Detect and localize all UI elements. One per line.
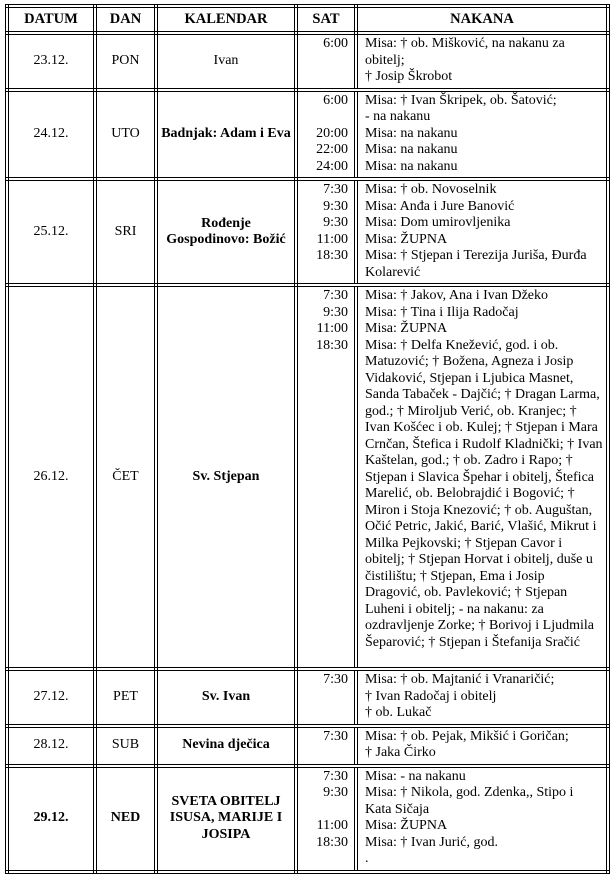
mass-time [298, 851, 354, 868]
mass-intention [354, 215, 606, 232]
kalendar-cell: Sv. Stjepan [156, 285, 296, 669]
intention-line: Misa: † ob. Mišković, na nakanu za obitelj; [365, 36, 565, 68]
kalendar-cell: Sv. Ivan [156, 669, 296, 726]
mass-intention [354, 729, 606, 762]
intention-line: Misa: † Tina i Ilija Radočaj [365, 304, 519, 320]
mass-time: 7:30 [323, 288, 348, 303]
sat-nakana-cell [296, 726, 608, 766]
mass-time: 9:30 [323, 198, 348, 214]
mass-time: 6:00 [323, 92, 348, 108]
mass-intention [354, 232, 606, 249]
mass-intention [354, 321, 606, 338]
entries-grid [298, 768, 606, 870]
mass-intention [354, 142, 606, 159]
entries-grid [298, 728, 606, 764]
dan-cell: PET [95, 669, 156, 726]
intention-line: Misa: na nakanu [365, 142, 458, 157]
intention-line: Misa: na nakanu [365, 125, 458, 141]
mass-time: 20:00 [316, 125, 348, 141]
intention-line: Misa: † Stjepan i Terezija Juriša, Đurđa Kolarević [365, 248, 587, 280]
mass-time: 9:30 [323, 785, 348, 800]
table-row [7, 90, 608, 180]
mass-time: 24:00 [316, 158, 348, 174]
mass-schedule-table [5, 4, 610, 874]
mass-time: 7:30 [323, 768, 348, 784]
dan-cell: SUB [95, 726, 156, 766]
intention-line: Misa: † Ivan Jurić, god. [365, 834, 498, 850]
mass-intention [354, 769, 606, 786]
intention-line: . [365, 851, 369, 866]
sat-nakana-divider [354, 728, 358, 764]
sat-nakana-cell [296, 669, 608, 726]
entries-grid [298, 287, 606, 653]
sat-nakana-cell [296, 766, 608, 872]
column-header-datum: DATUM [7, 6, 95, 33]
intention-line: Misa: Dom umirovljenika [365, 215, 511, 230]
datum-cell: 24.12. [7, 90, 95, 180]
intention-line: † ob. Lukač [365, 705, 432, 720]
mass-intention [354, 199, 606, 216]
mass-intention [354, 818, 606, 835]
intention-line: Misa: Anđa i Jure Banović [365, 198, 515, 214]
mass-time: 7:30 [323, 672, 348, 687]
intention-line: Misa: † Delfa Knežević, god. i ob. Matuzović; † Božena, Agneza i Josip Vidaković, Stjepan i Ljubica Masnet, Sanda Tabaček - Dajčić; † Dragan Larma, god.; † Miroljub Verić, ob. Kranjec; † Ivan Košćec i ob. Kulej; † Stjepan i Mara Crnčan, Štefica i Rudolf Kladnički; † Ivan Kaštelan, god.; † ob. Zadro i Rapo; † Stjepan i Slavica Špehar i obitelj, Štefica Marelić, ob. Belobrajdić i Bogović; † Miron i Stoja Knezović; † ob. Auguštan, Očić Petric, Jakić, Barić, Vlašić, Mikrut i Milka Pejkovski; † Stjepan Cavor i obitelj; † Stjepan Horvat i obitelj, duše u čistilištu; † Stjepan, Ema i Josip Dragović, ob. Pavleković; † Stjepan Luheni i obitelj; - na nakanu: za ozdravljenje Zorke; † Borivoj i Ljudmila Šeparović; † Stjepan i Štefanija Sračić [365, 337, 603, 650]
sat-nakana-divider [354, 181, 358, 283]
mass-intention [354, 248, 606, 281]
mass-intention [354, 288, 606, 305]
column-header-nakana: NAKANA [356, 6, 608, 33]
mass-intention [354, 305, 606, 322]
mass-intention [354, 785, 606, 818]
dan-cell: SRI [95, 179, 156, 285]
kalendar-cell: Badnjak: Adam i Eva [156, 90, 296, 180]
table-row [7, 179, 608, 285]
intention-line: † Jaka Čirko [365, 745, 436, 760]
intention-line: Misa: - na nakanu [365, 768, 466, 784]
intention-line: Misa: † Ivan Škripek, ob. Šatović; [365, 92, 557, 108]
intention-line: - na nakanu [365, 109, 431, 124]
datum-cell: 25.12. [7, 179, 95, 285]
datum-cell: 29.12. [7, 766, 95, 872]
column-header-kalendar: KALENDAR [156, 6, 296, 33]
entries-grid [298, 181, 606, 283]
mass-intention [354, 851, 606, 868]
entries-grid [298, 35, 606, 88]
mass-time: 11:00 [316, 818, 348, 833]
entries-grid [298, 671, 606, 724]
mass-time: 9:30 [323, 215, 348, 230]
intention-line: Misa: ŽUPNA [365, 321, 448, 336]
dan-cell: NED [95, 766, 156, 872]
page [0, 4, 614, 866]
mass-intention [354, 835, 606, 852]
intention-line: Misa: † ob. Novoselnik [365, 182, 497, 197]
mass-time: 18:30 [316, 337, 348, 353]
mass-time: 7:30 [323, 728, 348, 744]
intention-line: † Josip Škrobot [365, 69, 453, 84]
dan-cell: UTO [95, 90, 156, 180]
mass-time: 18:30 [316, 248, 348, 263]
mass-time: 18:30 [316, 834, 348, 850]
mass-time: 9:30 [323, 304, 348, 320]
intention-line: † Ivan Radočaj i obitelj [365, 688, 497, 704]
mass-intention [354, 126, 606, 143]
table-row [7, 726, 608, 766]
kalendar-cell: Rođenje Gospodinovo: Božić [156, 179, 296, 285]
intention-line: Misa: † ob. Majtanić i Vranaričić; [365, 672, 555, 687]
kalendar-cell: Ivan [156, 33, 296, 90]
mass-intention [354, 36, 606, 86]
datum-cell: 28.12. [7, 726, 95, 766]
mass-time: 11:00 [316, 321, 348, 336]
intention-line: Misa: ŽUPNA [365, 818, 448, 833]
column-header-sat: SAT [296, 6, 356, 33]
mass-intention [354, 182, 606, 199]
sat-nakana-divider [354, 671, 358, 724]
sat-nakana-cell [296, 90, 608, 180]
kalendar-cell: SVETA OBITELJ ISUSA, MARIJE I JOSIPA [156, 766, 296, 872]
datum-cell: 23.12. [7, 33, 95, 90]
intention-line: Misa: na nakanu [365, 158, 458, 174]
table-row [7, 669, 608, 726]
sat-nakana-cell [296, 33, 608, 90]
entries-grid [298, 92, 606, 178]
mass-intention [354, 338, 606, 652]
kalendar-cell: Nevina dječica [156, 726, 296, 766]
mass-intention [354, 93, 606, 126]
intention-line: Misa: † Jakov, Ana i Ivan Džeko [365, 288, 548, 303]
sat-nakana-cell [296, 285, 608, 669]
mass-time: 11:00 [316, 231, 348, 247]
sat-nakana-cell [296, 179, 608, 285]
schedule-body [7, 33, 608, 872]
header-row [7, 6, 608, 33]
intention-line: Misa: † ob. Pejak, Mikšić i Goričan; [365, 728, 569, 744]
sat-nakana-divider [354, 92, 358, 178]
dan-cell: ČET [95, 285, 156, 669]
mass-time: 7:30 [323, 182, 348, 197]
table-row [7, 33, 608, 90]
sat-nakana-divider [354, 35, 358, 88]
sat-nakana-divider [354, 768, 358, 870]
table-header [7, 6, 608, 33]
datum-cell: 27.12. [7, 669, 95, 726]
mass-intention [354, 672, 606, 722]
table-row [7, 285, 608, 669]
mass-intention [354, 159, 606, 176]
sat-nakana-divider [354, 287, 358, 667]
mass-time: 6:00 [323, 36, 348, 51]
dan-cell: PON [95, 33, 156, 90]
datum-cell: 26.12. [7, 285, 95, 669]
table-row [7, 766, 608, 872]
intention-line: Misa: ŽUPNA [365, 231, 448, 247]
intention-line: Misa: † Nikola, god. Zdenka,, Stipo i Kata Sičaja [365, 785, 574, 817]
column-header-dan: DAN [95, 6, 156, 33]
mass-time: 22:00 [316, 142, 348, 157]
